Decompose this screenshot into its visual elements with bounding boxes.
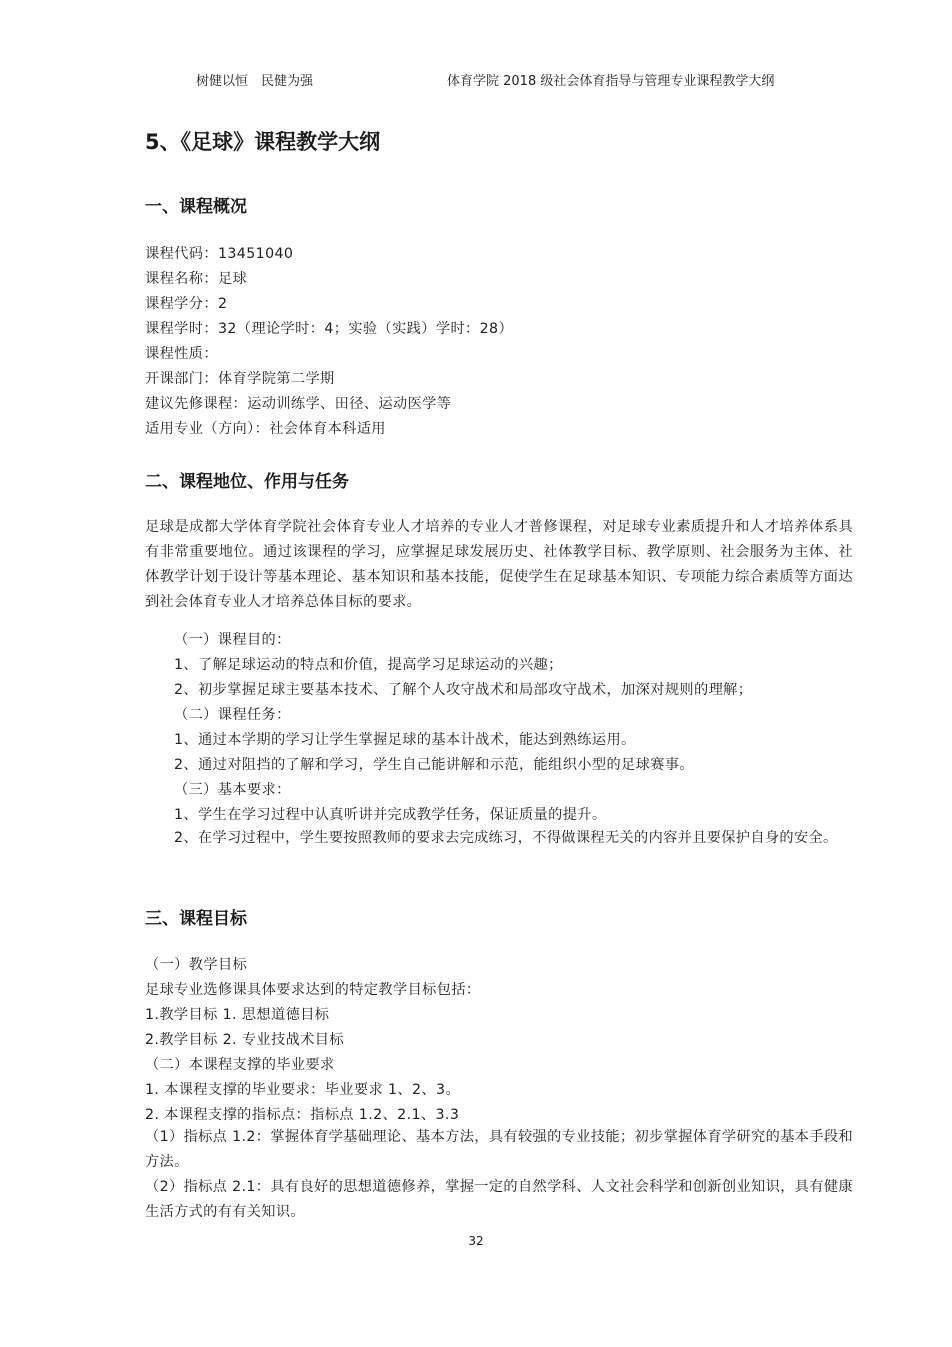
course-nature: 课程性质： [145, 346, 218, 362]
purpose-item-2: 2、初步掌握足球主要基本技术、了解个人攻守战术和局部攻守战术，加深对规则的理解； [174, 682, 753, 698]
subheading-teaching-objectives: （一）教学目标 [145, 957, 248, 973]
task-item-2: 2、通过对阻挡的了解和学习，学生自己能讲解和示范，能组织小型的足球赛事。 [174, 757, 694, 773]
objective-1: 1.教学目标 1. 思想道德目标 [145, 1007, 330, 1023]
page-number: 32 [468, 1234, 484, 1248]
course-credits: 课程学分：2 [145, 296, 228, 312]
subheading-course-tasks: （二）课程任务： [174, 707, 291, 723]
course-code: 课程代码：13451040 [145, 246, 294, 262]
subheading-basic-requirements: （三）基本要求： [174, 782, 291, 798]
section-heading-overview: 一、课程概况 [145, 197, 247, 217]
section2-paragraph: 足球是成都大学体育学院社会体育专业人才培养的专业人才普修课程，对足球专业素质提升和人才培养体系具有非常重要地位。通过该课程的学习，应掌握足球发展历史、社体教学目标、教学原则、社会服务为主体、社体教学计划于设计等基本理论、基本知识和基本技能，促使学生在足球基本知识、专项能力综合素质等方面达到社会体育专业人才培养总体目标的要求。 [145, 519, 853, 610]
section-heading-course-objectives: 三、课程目标 [145, 909, 247, 929]
course-applicable-major: 适用专业（方向）：社会体育本科适用 [145, 421, 386, 437]
header-document-title: 体育学院 2018 级社会体育指导与管理专业课程教学大纲 [447, 74, 775, 89]
section-heading-status-role-tasks: 二、课程地位、作用与任务 [145, 472, 349, 492]
course-prerequisites: 建议先修课程：运动训练学、田径、运动医学等 [145, 396, 452, 412]
purpose-item-1: 1、了解足球运动的特点和价值，提高学习足球运动的兴趣； [174, 657, 563, 673]
requirement-item-1: 1、学生在学习过程中认真听讲并完成教学任务，保证质量的提升。 [174, 807, 607, 823]
indicator-points: 2. 本课程支撑的指标点：指标点 1.2、2.1、3.3 [145, 1107, 460, 1123]
indicator-point-1-2: （1）指标点 1.2：掌握体育学基础理论、基本方法，具有较强的专业技能；初步掌握体育学研究的基本手段和方法。 [145, 1129, 853, 1170]
requirement-item-2: 2、在学习过程中，学生要按照教师的要求去完成练习，不得做课程无关的内容并且要保护自身的安全。 [174, 830, 838, 846]
course-hours: 课程学时：32（理论学时：4；实验（实践）学时：28） [145, 321, 514, 337]
indicator-point-2-1: （2）指标点 2.1：具有良好的思想道德修养，掌握一定的自然学科、人文社会科学和创新创业知识，具有健康生活方式的有有关知识。 [145, 1179, 853, 1220]
page-title: 5、《足球》课程教学大纲 [145, 130, 381, 154]
subheading-course-purpose: （一）课程目的： [174, 632, 291, 648]
graduation-requirements: 1. 本课程支撑的毕业要求：毕业要求 1、2、3。 [145, 1082, 461, 1098]
subheading-graduation-requirements: （二）本课程支撑的毕业要求 [145, 1057, 335, 1073]
task-item-1: 1、通过本学期的学习让学生掌握足球的基本计战术，能达到熟练运用。 [174, 732, 636, 748]
header-motto: 树健以恒 民健为强 [196, 74, 314, 89]
course-name: 课程名称：足球 [145, 271, 248, 287]
course-department: 开课部门：体育学院第二学期 [145, 371, 335, 387]
objective-2: 2.教学目标 2. 专业技战术目标 [145, 1032, 344, 1048]
objectives-intro: 足球专业选修课具体要求达到的特定教学目标包括： [145, 982, 481, 998]
